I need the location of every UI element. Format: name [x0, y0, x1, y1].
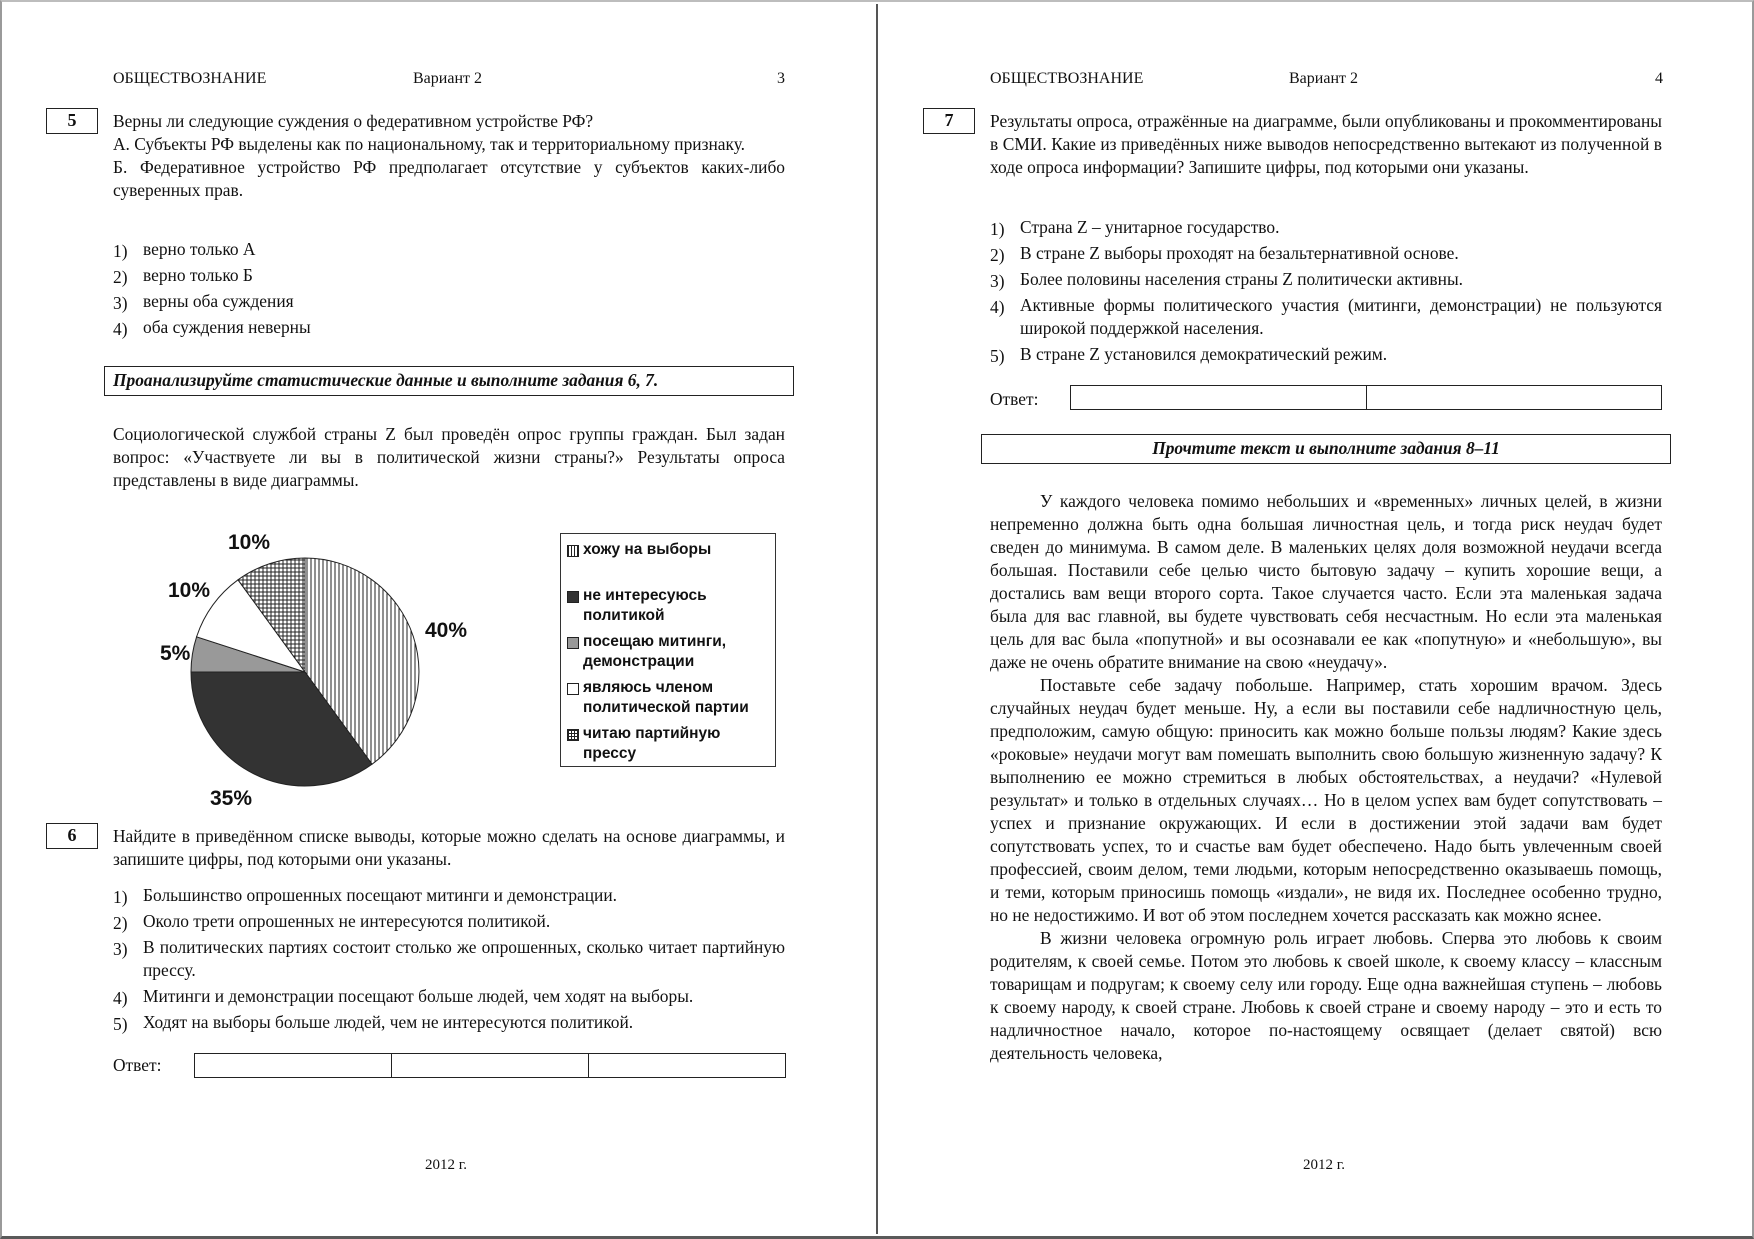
variant-label: Вариант 2	[413, 70, 482, 87]
instruction-box: Проанализируйте статистические данные и выполните задания 6, 7.	[104, 366, 794, 396]
option-item[interactable]: 2) В стране Z выборы проходят на безальтернативной основе.	[990, 243, 1459, 265]
option-item[interactable]: 1) Страна Z – унитарное государство.	[990, 217, 1280, 239]
dark-swatch-icon	[567, 591, 579, 603]
option-item[interactable]: 5) В стране Z установился демократический режим.	[990, 344, 1388, 366]
label-party-press: 10%	[228, 531, 271, 554]
question-7-options	[990, 216, 1662, 369]
instruction-box: Прочтите текст и выполните задания 8–11	[981, 434, 1671, 464]
page-footer-year: 2012 г.	[1303, 1157, 1345, 1173]
question-6-options	[113, 884, 785, 1037]
option-item[interactable]: 4) Активные формы политического участия (митинги, демонстрации) не пользуются широкой поддержкой населения.	[990, 295, 1662, 338]
answer-cell[interactable]	[195, 1054, 392, 1077]
passage-paragraph: У каждого человека помимо небольших и «временных» личных целей, в жизни непременно должна быть одна большая личностная цель, и тогда риск неудач будет сведен до минимума. В самом деле. В маленьких целях доля возможной неудачи всегда большая. Поставили себе целью чисто бытовую задачу – купить хорошие вещи, а достались вам вещи второго сорта. Такое случается часто. Если эта маленькая задача была для вас главной, вы будете чувствовать себя несчастным. Но если эта маленькая цель для вас была «попутной» и вы осознавали ее как «попутную» и «небольшую», вы даже не очень обратите внимание на свою «неудачу».	[990, 491, 1662, 672]
legend-item: посещаю митинги, демонстрации	[567, 632, 767, 672]
page-number: 4	[1655, 70, 1663, 87]
answer-cell[interactable]	[1071, 386, 1367, 409]
option-item[interactable]: 3) Более половины населения страны Z политически активны.	[990, 269, 1463, 291]
question-5-text	[113, 110, 785, 202]
legend-item: не интересуюсь политикой	[567, 586, 767, 626]
question-5-prompt: Верны ли следующие суждения о федеративном устройстве РФ?	[113, 111, 594, 131]
option-item[interactable]: 1) Большинство опрошенных посещают митинги и демонстрации.	[113, 885, 618, 907]
legend-item: читаю партийную прессу	[567, 724, 757, 764]
pie-chart	[190, 555, 430, 795]
answer-label: Ответ:	[990, 389, 1039, 409]
gray-swatch-icon	[567, 637, 579, 649]
answer-label: Ответ:	[113, 1055, 162, 1075]
option-item[interactable]: 2) Около трети опрошенных не интересуются политикой.	[113, 911, 551, 933]
cross-hatch-swatch-icon	[567, 729, 579, 741]
label-rallies: 5%	[160, 642, 191, 665]
legend-item: являюсь членом политической партии	[567, 678, 773, 718]
option-item[interactable]: 4) Митинги и демонстрации посещают больше людей, чем ходят на выборы.	[113, 986, 694, 1008]
page-3	[0, 0, 876, 1239]
variant-label: Вариант 2	[1289, 70, 1358, 87]
passage-paragraph: В жизни человека огромную роль играет любовь. Сперва это любовь к своим родителям, к своей семье. Потом это любовь к своей школе, к своему классу – классным товарищам и подругам; к своему селу или городу. Еще одна важнейшая ступень – любовь к своему народу, к своей стране. Любовь к своей стране и своему народу – это и есть то надличностное начало, которое по-настоящему освящает (делает святой) всю деятельность человека,	[990, 928, 1662, 1063]
option-item[interactable]: 4) оба суждения неверны	[113, 317, 311, 339]
question-number-5: 5	[46, 108, 98, 134]
page-4	[878, 0, 1754, 1239]
question-number-6: 6	[46, 823, 98, 849]
subject-title: ОБЩЕСТВОЗНАНИЕ	[990, 70, 1144, 87]
survey-intro: Социологической службой страны Z был проведён опрос группы граждан. Был задан вопрос: «Участвуете ли вы в политической жизни страны?» Результаты опроса представлены в виде диаграммы.	[113, 424, 785, 490]
statement-a: А. Субъекты РФ выделены как по национальному, так и территориальному признаку.	[113, 134, 745, 154]
statement-b: Б. Федеративное устройство РФ предполагает отсутствие у субъектов каких-либо суверенных прав.	[113, 157, 785, 200]
page-footer-year: 2012 г.	[425, 1157, 467, 1173]
option-item[interactable]: 2) верно только Б	[113, 265, 253, 287]
reading-passage	[990, 490, 1662, 1065]
option-item[interactable]: 3) В политических партиях состоит столько же опрошенных, сколько читает партийную прессу.	[113, 937, 785, 980]
subject-title: ОБЩЕСТВОЗНАНИЕ	[113, 70, 267, 87]
question-5-options	[113, 238, 785, 342]
white-swatch-icon	[567, 683, 579, 695]
option-item[interactable]: 5) Ходят на выборы больше людей, чем не интересуются политикой.	[113, 1012, 634, 1034]
answer-cell[interactable]	[1367, 386, 1662, 409]
answer-cell[interactable]	[589, 1054, 785, 1077]
label-not-interested: 35%	[210, 787, 253, 810]
question-6-text: Найдите в приведённом списке выводы, которые можно сделать на основе диаграммы, и запишите цифры, под которыми они указаны.	[113, 826, 785, 869]
option-item[interactable]: 1) верно только А	[113, 239, 256, 261]
answer-field-q6[interactable]	[194, 1053, 786, 1078]
chart-legend	[560, 533, 776, 767]
question-number-7: 7	[923, 108, 975, 134]
answer-field-q7[interactable]	[1070, 385, 1662, 410]
passage-paragraph: Поставьте себе задачу побольше. Например, стать хорошим врачом. Здесь случайных неудач будет меньше. Ну, а если вы поставили себе надличностную цель, предположим, самую общую: приносить как можно больше пользы людям? Какие здесь «роковые» неудачи могут вам помешать выполнить свою большую жизненную задачу? К выполнению ее можно стремиться в любых обстоятельствах, а неудачи? «Нулевой результат» и только в отдельных случаях… Но в целом успех вам будет сопутствовать – успех и признание окружающих. И если в достижении этой задачи вам будет сопутствовать успех, то и счастье вам будет обеспечено. Надо быть увлеченным своей профессией, своим делом, теми людьми, которым непосредственно оказываешь помощь, и теми, которым приносишь помощь «издали», не видя их. Последнее особенно трудно, но не недостижимо. И вот об этом последнем хочется рассказать как можно яснее.	[990, 675, 1662, 925]
label-party-member: 10%	[168, 579, 211, 602]
question-7-text: Результаты опроса, отражённые на диаграмме, были опубликованы и прокомментированы в СМИ. Какие из приведённых ниже выводов непосредственно вытекают из полученной в ходе опроса информации? Запишите цифры, под которыми они указаны.	[990, 111, 1662, 177]
option-item[interactable]: 3) верны оба суждения	[113, 291, 294, 313]
answer-cell[interactable]	[392, 1054, 589, 1077]
vertical-hatch-swatch-icon	[567, 545, 579, 557]
page-number: 3	[777, 70, 785, 87]
legend-item: хожу на выборы	[567, 540, 711, 560]
label-vote: 40%	[425, 619, 468, 642]
